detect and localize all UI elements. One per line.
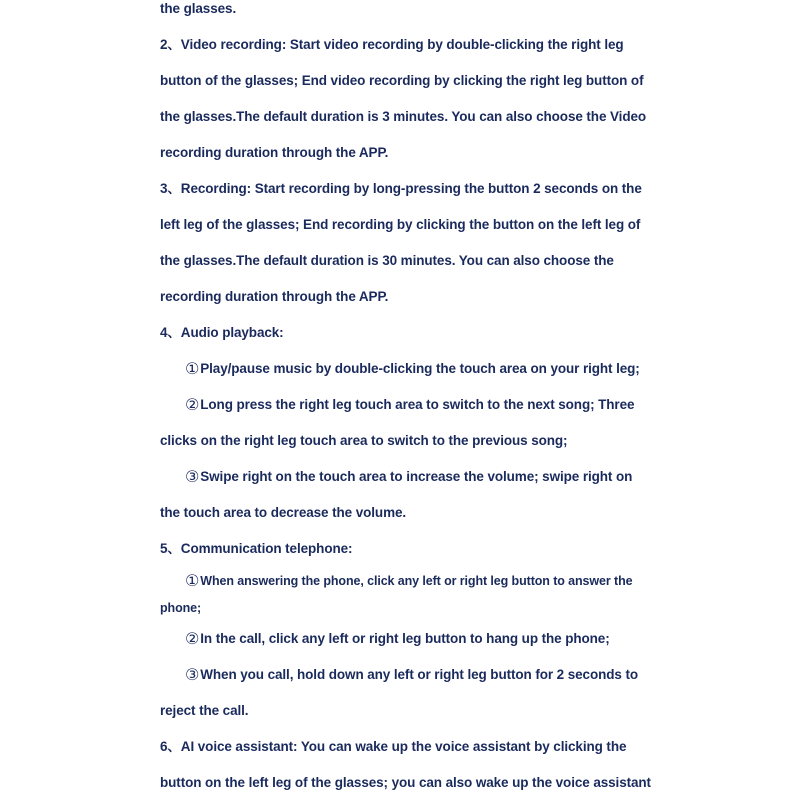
text-line: clicks on the right leg touch area to switch to the previous song; (160, 433, 568, 448)
audio-item-1 (185, 360, 640, 378)
circled-number-2: ② (185, 629, 200, 648)
section-audio-playback-heading: 4、Audio playback: (160, 325, 284, 340)
text-line: the glasses.The default duration is 30 minutes. You can also choose the (160, 253, 614, 268)
item-text: In the call, click any left or right leg button to hang up the phone; (200, 631, 610, 646)
text-line: left leg of the glasses; End recording by clicking the button on the left leg of (160, 217, 641, 232)
circled-number-3: ③ (185, 665, 200, 684)
section-recording-heading: 3、Recording: Start recording by long-pressing the button 2 seconds on the (160, 181, 642, 196)
text-line: the glasses. (160, 1, 237, 16)
section-ai-assistant-heading: 6、AI voice assistant: You can wake up the voice assistant by clicking the (160, 739, 627, 754)
text-line: button on the left leg of the glasses; you can also wake up the voice assistant (160, 775, 651, 790)
audio-item-2 (185, 396, 634, 414)
text-line: the glasses.The default duration is 3 minutes. You can also choose the Video (160, 109, 647, 124)
text-line: recording duration through the APP. (160, 145, 389, 160)
text-line: the touch area to decrease the volume. (160, 505, 407, 520)
item-text: Long press the right leg touch area to switch to the next song; Three (200, 397, 635, 412)
circled-number-1: ① (185, 359, 200, 378)
phone-item-2 (185, 630, 610, 648)
text-line: reject the call. (160, 703, 249, 718)
text-line: button of the glasses; End video recording by clicking the right leg button of (160, 73, 644, 88)
audio-item-3 (185, 468, 632, 486)
section-video-recording-heading: 2、Video recording: Start video recording by double-clicking the right leg (160, 37, 624, 52)
phone-item-3 (185, 666, 638, 684)
section-telephone-heading: 5、Communication telephone: (160, 541, 353, 556)
circled-number-1: ① (185, 571, 200, 590)
phone-item-1 (185, 572, 632, 590)
circled-number-2: ② (185, 395, 200, 414)
item-text: When you call, hold down any left or right leg button for 2 seconds to (200, 667, 639, 682)
text-line: recording duration through the APP. (160, 289, 389, 304)
item-text: Play/pause music by double-clicking the touch area on your right leg; (200, 361, 640, 376)
item-text: When answering the phone, click any left or right leg button to answer the (200, 574, 633, 588)
text-line: phone; (160, 601, 202, 615)
circled-number-3: ③ (185, 467, 200, 486)
item-text: Swipe right on the touch area to increase the volume; swipe right on (200, 469, 633, 484)
